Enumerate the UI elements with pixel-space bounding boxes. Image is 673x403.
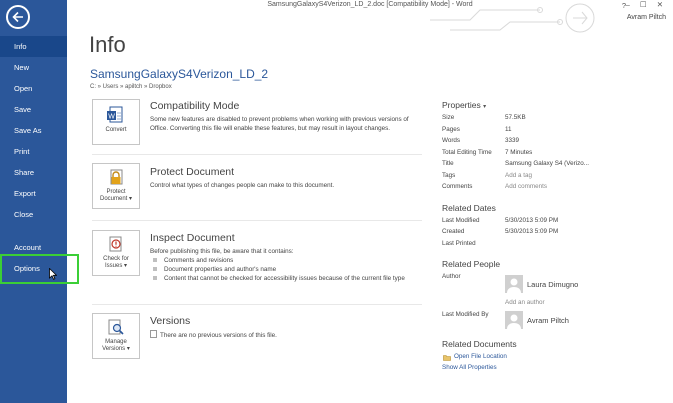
nav-spacer [0, 225, 67, 237]
versions-desc [150, 330, 425, 340]
property-value: 57.5KB [505, 114, 526, 121]
versions-doc-icon [150, 330, 157, 338]
check-for-issues-button[interactable] [92, 230, 140, 276]
back-arrow-icon [11, 10, 25, 24]
property-row [442, 183, 667, 195]
window-controls[interactable]: – ☐ ✕ [625, 0, 667, 9]
inspect-bullet: Comments and revisions [150, 256, 419, 265]
property-key: Size [442, 114, 455, 121]
date-key: Created [442, 228, 465, 235]
tags-field[interactable]: Add a tag [505, 171, 532, 179]
property-value: 11 [505, 125, 512, 133]
property-row [442, 114, 667, 126]
author-row [442, 273, 667, 299]
property-value: 7 Minutes [505, 148, 533, 156]
open-file-location-row[interactable] [442, 353, 667, 365]
property-row [442, 160, 667, 172]
inspect-title: Inspect Document [150, 232, 235, 244]
account-user-name[interactable]: Avram Piltch [626, 14, 666, 21]
date-row [442, 240, 667, 252]
folder-icon [443, 354, 451, 361]
title-field[interactable]: Samsung Galaxy S4 (Verizo... [505, 160, 589, 167]
date-value: 5/30/2013 5:09 PM [505, 216, 559, 224]
open-file-location-link[interactable]: Open File Location [454, 352, 507, 360]
show-all-properties-link[interactable]: Show All Properties [442, 364, 497, 371]
protect-desc: Control what types of changes people can make to this document. [150, 182, 335, 189]
manage-versions-label-line1: Manage [105, 339, 127, 345]
versions-title: Versions [150, 315, 191, 327]
inspect-bullet: Content that cannot be checked for accessibility issues because of the current file type [150, 274, 419, 283]
compatibility-desc: Some new features are disabled to prevent problems when working with previous versions of Office. Converting this file will enable these features, but may result in layout changes. [150, 116, 409, 132]
date-row [442, 217, 667, 229]
backstage-nav [0, 36, 67, 279]
show-all-row [442, 364, 667, 376]
protect-label-line2: Document ▾ [99, 196, 133, 202]
last-modified-person[interactable] [505, 311, 655, 329]
add-author-link[interactable]: Add an author [505, 299, 545, 306]
back-button[interactable] [6, 5, 30, 29]
nav-new[interactable]: New [14, 63, 30, 72]
nav-save-as[interactable]: Save As [14, 126, 42, 135]
inspect-bullet: Document properties and author's name [150, 265, 419, 274]
last-modified-by-name: Avram Piltch [527, 315, 569, 325]
inspect-document-icon [106, 236, 126, 254]
convert-label: Convert [105, 127, 127, 133]
options-highlight-box [0, 254, 79, 284]
last-modified-by-row [442, 311, 667, 333]
convert-document-icon [106, 105, 126, 125]
window-title: SamsungGalaxyS4Verizon_LD_2.doc [Compatibility Mode] - Word [267, 1, 473, 8]
nav-save[interactable]: Save [14, 105, 32, 114]
property-row [442, 172, 667, 184]
nav-close[interactable]: Close [14, 210, 34, 219]
property-key: Words [442, 137, 461, 144]
add-author-row [442, 299, 667, 311]
avatar-icon [505, 311, 523, 329]
caret-down-icon: ▾ [483, 104, 487, 110]
author-name: Laura Dimugno [527, 280, 579, 289]
protect-title: Protect Document [150, 166, 235, 178]
protect-label-line1: Protect [106, 189, 126, 195]
inspect-desc [150, 247, 425, 283]
property-key: Tags [442, 171, 456, 179]
nav-info[interactable]: Info [0, 36, 67, 57]
property-key: Comments [442, 183, 473, 190]
author-person[interactable] [505, 275, 655, 293]
date-value: 5/30/2013 5:09 PM [505, 228, 559, 235]
nav-account[interactable]: Account [14, 243, 42, 252]
protect-document-button[interactable] [92, 163, 140, 209]
manage-versions-label-line2: Versions ▾ [102, 346, 130, 352]
page-title: Info [89, 32, 126, 57]
section-divider [92, 220, 422, 221]
related-documents-header: Related Documents [442, 338, 517, 349]
related-dates-header: Related Dates [442, 202, 496, 213]
versions-magnifier-icon [106, 319, 126, 337]
date-key: Last Modified [442, 216, 480, 224]
svg-text:W: W [108, 113, 115, 121]
convert-button[interactable] [92, 99, 140, 145]
property-row [442, 126, 667, 138]
property-key: Total Editing Time [442, 148, 492, 156]
property-row [442, 137, 667, 149]
nav-print[interactable]: Print [14, 147, 30, 156]
lock-document-icon [106, 169, 126, 187]
properties-header-label: Properties [442, 100, 481, 110]
property-key: Title [442, 160, 454, 167]
date-row [442, 228, 667, 240]
nav-options[interactable]: Options [14, 264, 40, 273]
help-button[interactable]: ? [621, 1, 626, 10]
manage-versions-button[interactable] [92, 313, 140, 359]
comments-field[interactable]: Add comments [505, 183, 547, 190]
author-label: Author [442, 273, 461, 280]
nav-open[interactable]: Open [14, 84, 33, 93]
section-divider [92, 154, 422, 155]
properties-header[interactable] [442, 100, 667, 110]
mouse-cursor-icon [49, 268, 57, 280]
last-modified-by-label: Last Modified By [442, 310, 489, 318]
property-value: 3339 [505, 137, 520, 144]
avatar-icon [505, 275, 523, 293]
check-issues-label-line1: Check for [103, 256, 129, 262]
property-key: Pages [442, 125, 460, 133]
properties-panel [442, 100, 667, 376]
document-path[interactable]: C: » Users » apiltch » Dropbox [90, 84, 172, 90]
document-name: SamsungGalaxyS4Verizon_LD_2 [90, 67, 269, 81]
nav-share[interactable]: Share [14, 168, 35, 177]
nav-export[interactable]: Export [14, 189, 36, 198]
related-people-header: Related People [442, 259, 501, 269]
versions-desc-text: There are no previous versions of this file. [160, 332, 277, 339]
section-divider [92, 304, 422, 305]
property-row [442, 149, 667, 161]
inspect-intro: Before publishing this file, be aware that it contains: [150, 248, 294, 255]
compatibility-title: Compatibility Mode [150, 100, 240, 112]
date-key: Last Printed [442, 239, 476, 247]
backstage-sidebar [0, 0, 67, 403]
check-issues-label-line2: Issues ▾ [104, 263, 128, 269]
